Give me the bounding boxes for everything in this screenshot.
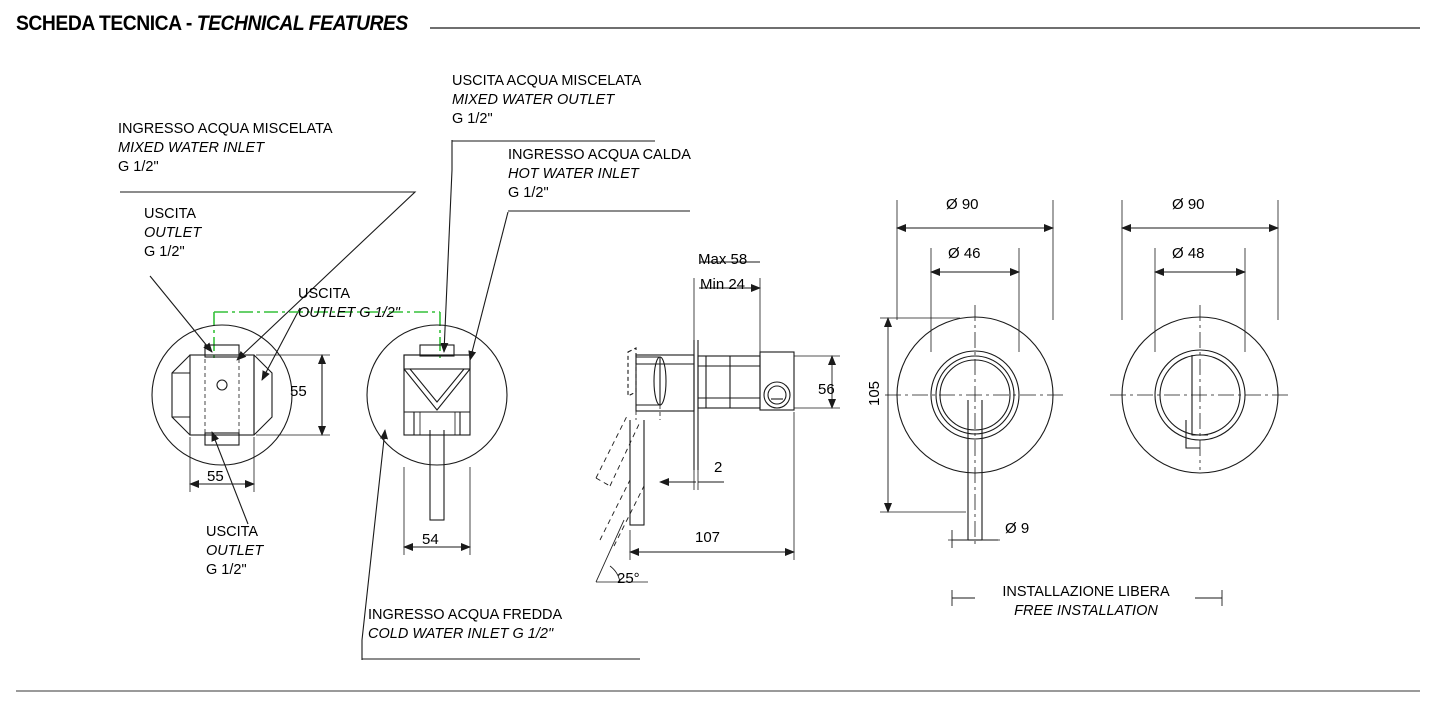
dim-view4-height [880, 318, 966, 512]
page-title-italic: TECHNICAL FEATURES [196, 12, 408, 35]
label-mixed-water-outlet-line2: MIXED WATER OUTLET [452, 92, 615, 108]
label-hot-water-inlet-line2: HOT WATER INLET [508, 166, 639, 182]
view-body-with-lever [367, 325, 507, 520]
label-outlet-top-left-line3: G 1/2" [144, 244, 185, 260]
dim-label-view3-length: 107 [695, 529, 721, 546]
view-escutcheon-slot [1110, 305, 1290, 473]
label-outlet-bottom-left-line2: OUTLET [206, 543, 264, 559]
dim-label-view4-height: 105 [866, 380, 884, 407]
label-outlet-center [298, 285, 400, 323]
label-hot-water-inlet-line3: G 1/2" [508, 185, 549, 201]
label-mixed-water-inlet [118, 120, 333, 177]
label-cold-water-inlet [368, 606, 562, 644]
label-hot-water-inlet [508, 146, 691, 203]
dim-view4-lever-diameter [948, 530, 1000, 548]
dim-label-view2-horizontal: 54 [422, 531, 439, 548]
label-outlet-top-left-line2: OUTLET [144, 225, 202, 241]
view-front-body [152, 325, 292, 465]
dim-label-view3-min: Min 24 [700, 276, 746, 293]
page-title-separator: - [185, 12, 192, 35]
dim-label-view5-inner: Ø 48 [1172, 245, 1205, 262]
label-mixed-water-outlet [452, 72, 641, 129]
view-escutcheon-front [885, 305, 1065, 545]
label-mixed-water-outlet-line3: G 1/2" [452, 111, 493, 127]
dim-label-view3-depth: 2 [714, 459, 723, 476]
dim-label-view5-outer: Ø 90 [1172, 196, 1205, 213]
dim-label-view3-max: Max 58 [698, 251, 748, 268]
dim-label-view1-horizontal: 55 [207, 468, 224, 485]
label-outlet-top-left [144, 205, 201, 262]
dim-label-view3-height: 56 [818, 381, 835, 398]
page-title-bold: SCHEDA TECNICA [16, 12, 181, 35]
label-cold-water-inlet-line1: INGRESSO ACQUA FREDDA [368, 607, 563, 623]
dim-label-view3-angle: 25° [617, 570, 640, 587]
dim-label-view4-lever-diameter: Ø 9 [1005, 520, 1030, 537]
label-mixed-water-inlet-line1: INGRESSO ACQUA MISCELATA [118, 121, 333, 137]
label-outlet-bottom-left-line1: USCITA [206, 524, 259, 540]
label-mixed-water-inlet-line3: G 1/2" [118, 159, 159, 175]
dim-label-view4-outer: Ø 90 [946, 196, 979, 213]
label-free-installation-line2: FREE INSTALLATION [1014, 603, 1158, 619]
label-outlet-bottom-left-line3: G 1/2" [206, 562, 247, 578]
footer-divider [16, 690, 1420, 692]
label-cold-water-inlet-line2: COLD WATER INLET G 1/2" [368, 626, 554, 642]
label-mixed-water-inlet-line2: MIXED WATER INLET [118, 140, 265, 156]
label-free-installation [981, 583, 1191, 621]
label-hot-water-inlet-line1: INGRESSO ACQUA CALDA [508, 147, 691, 163]
label-outlet-bottom-left [206, 523, 263, 580]
dim-label-view4-inner: Ø 46 [948, 245, 981, 262]
label-outlet-center-line2: OUTLET G 1/2" [298, 305, 400, 321]
dim-label-view1-vertical: 55 [290, 383, 307, 400]
label-outlet-top-left-line1: USCITA [144, 206, 197, 222]
label-outlet-center-line1: USCITA [298, 286, 351, 302]
label-mixed-water-outlet-line1: USCITA ACQUA MISCELATA [452, 73, 642, 89]
label-free-installation-line1: INSTALLAZIONE LIBERA [1002, 584, 1170, 600]
